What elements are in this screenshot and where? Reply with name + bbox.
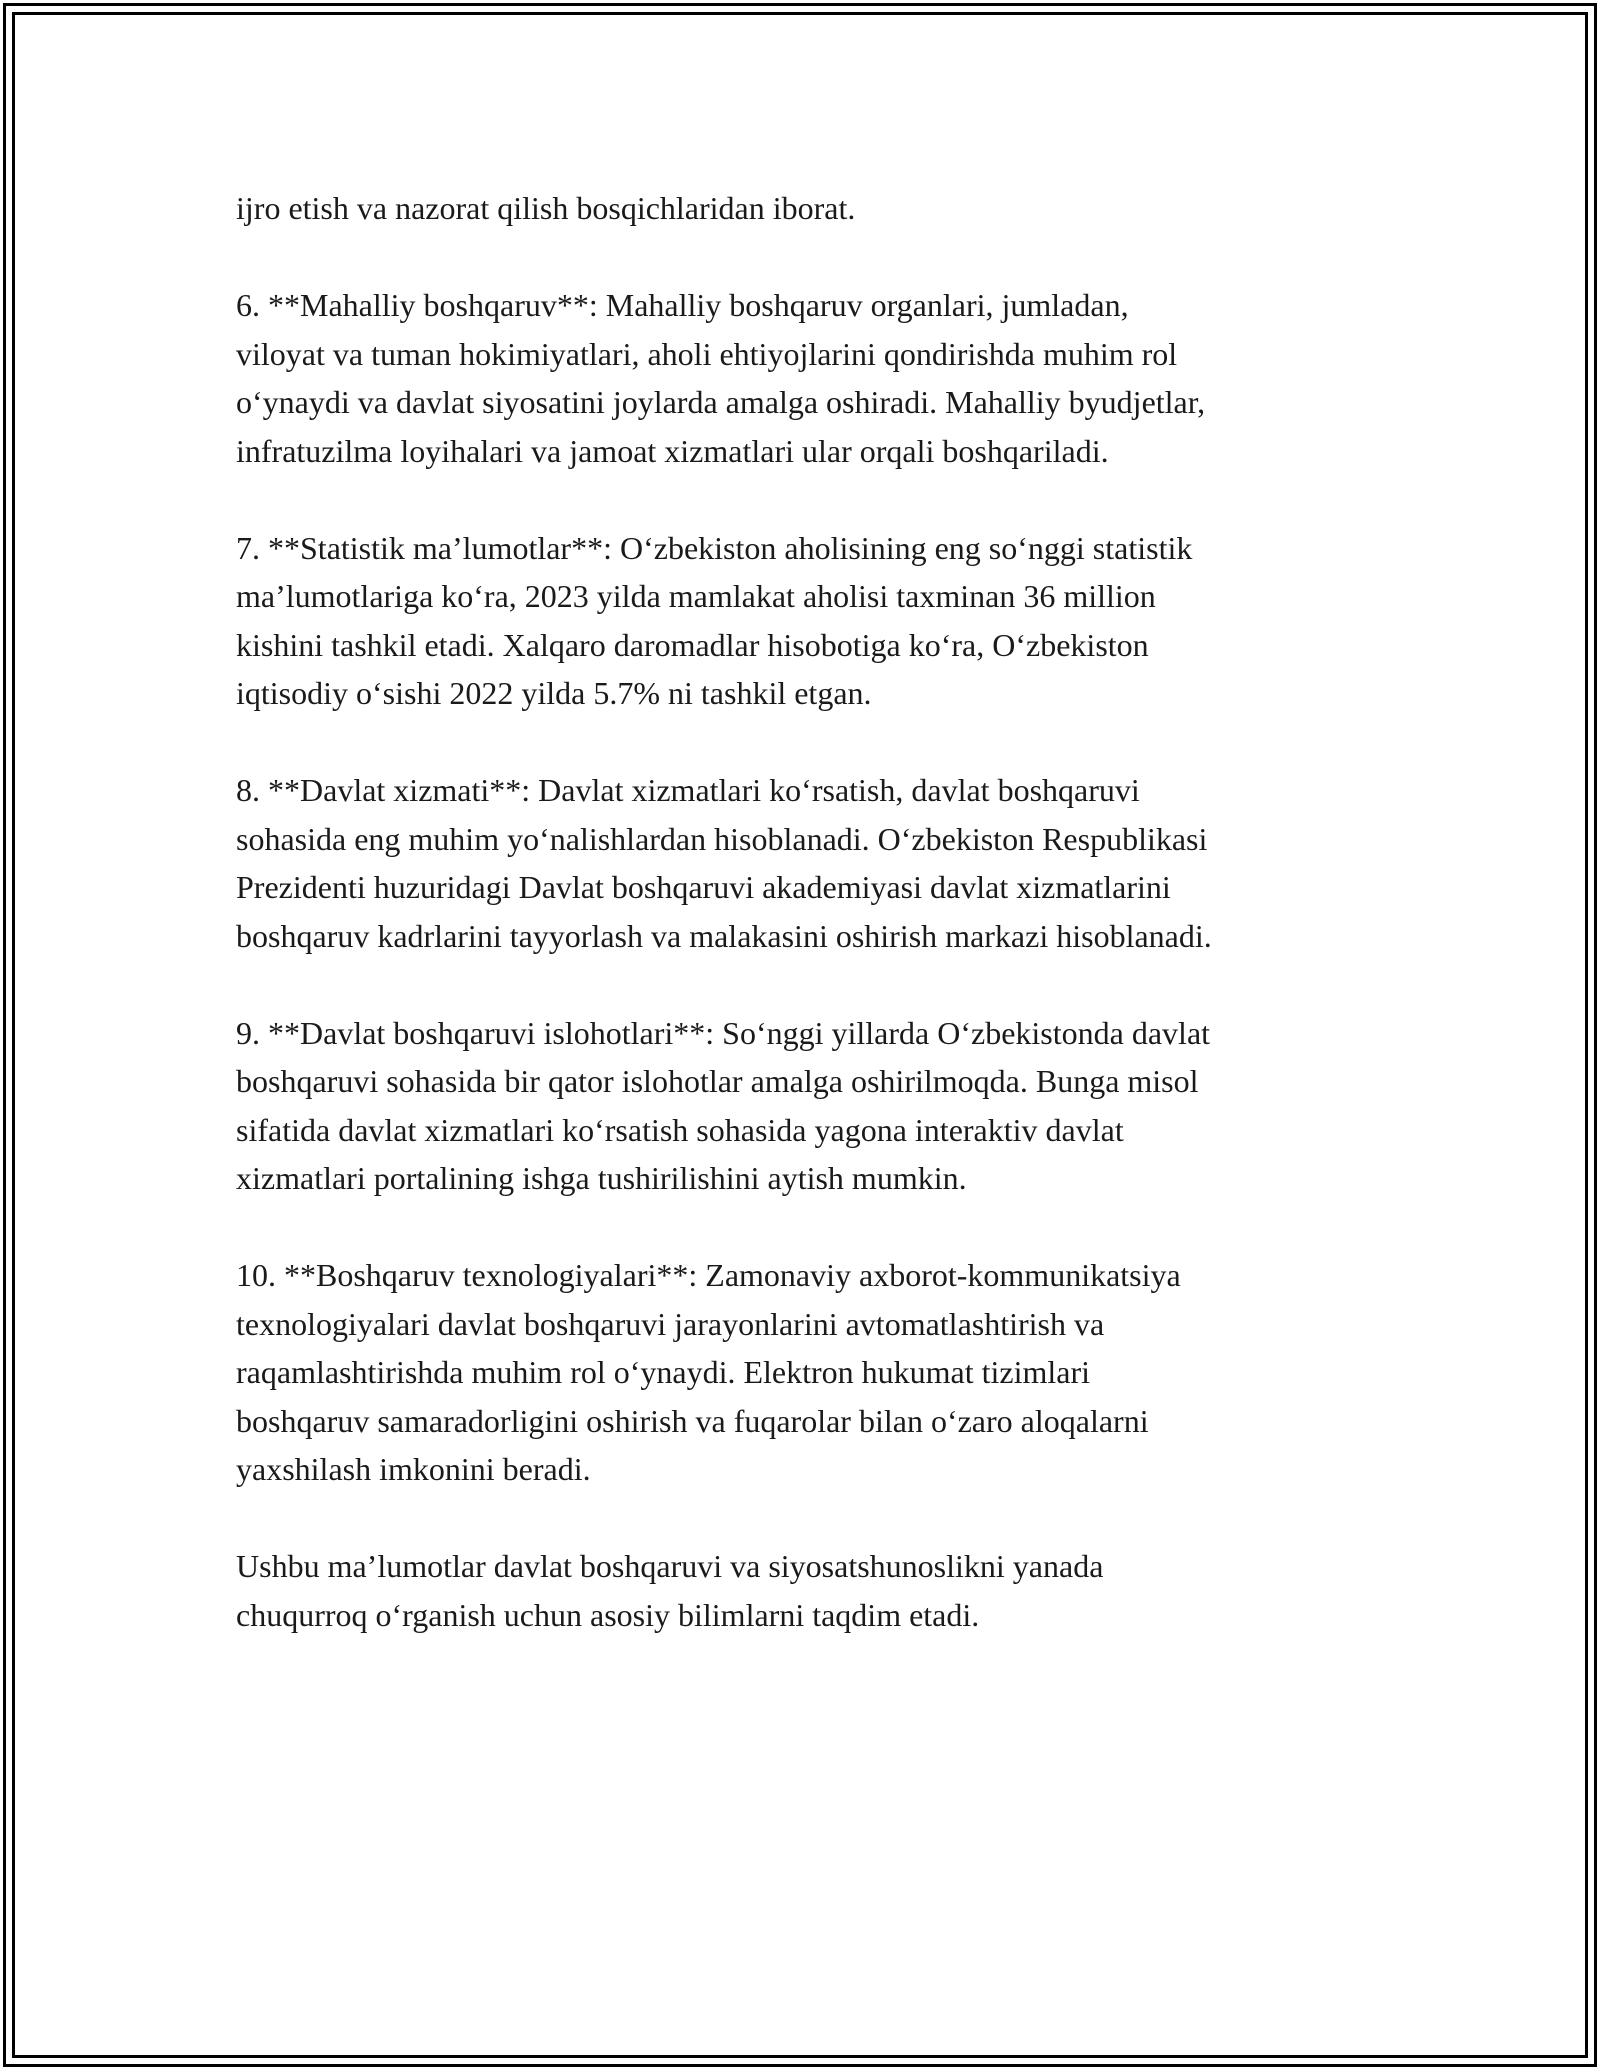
paragraph-item-9: 9. **Davlat boshqaruvi islohotlari**: So‘nggi yillarda O‘zbekistonda davlat boshqaruvi sohasida bir qator islohotlar amalga oshirilmoqda. Bunga misol sifatida davlat xizmatlari ko‘rsatish sohasida yagona interaktiv davlat xizmatlari portalining ishga tushirilishini aytish mumkin. bbox=[236, 1014, 1211, 1196]
paragraph-item-8: 8. **Davlat xizmati**: Davlat xizmatlari ko‘rsatish, davlat boshqaruvi sohasida eng muhim yo‘nalishlardan hisoblanadi. O‘zbekiston Respublikasi Prezidenti huzuridagi Davlat boshqaruvi akademiyasi davlat xizmatlarini boshqaruv kadrlarini tayyorlash va malakasini oshirish markazi hisoblanadi. bbox=[236, 772, 1212, 954]
paragraph-item-10: 10. **Boshqaruv texnologiyalari**: Zamonaviy axborot-kommunikatsiya texnologiyalari davlat boshqaruvi jarayonlarini avtomatlashtirish va raqamlashtirishda muhim rol o‘ynaydi. Elektron hukumat tizimlari boshqaruv samaradorligini oshirish va fuqarolar bilan o‘zaro aloqalarni yaxshilash imkonini beradi. bbox=[236, 1257, 1181, 1487]
paragraph-conclusion: Ushbu ma’lumotlar davlat boshqaruvi va siyosatshunoslikni yanada chuqurroq o‘rganish uchun asosiy bilimlarni taqdim etadi. bbox=[236, 1548, 1104, 1633]
paragraph-item-7: 7. **Statistik ma’lumotlar**: O‘zbekiston aholisining eng so‘nggi statistik ma’lumotlariga ko‘ra, 2023 yilda mamlakat aholisi taxminan 36 million kishini tashkil etadi. Xalqaro daromadlar hisobotiga ko‘ra, O‘zbekiston iqtisodiy o‘sishi 2022 yilda 5.7% ni tashkil etgan. bbox=[236, 529, 1193, 711]
paragraph-continuation: ijro etish va nazorat qilish bosqichlaridan iborat. bbox=[236, 190, 856, 226]
paragraph-item-6: 6. **Mahalliy boshqaruv**: Mahalliy boshqaruv organlari, jumladan, viloyat va tuman hokimiyatlari, aholi ehtiyojlarini qondirishda muhim rol o‘ynaydi va davlat siyosatini joylarda amalga oshiradi. Mahalliy byudjetlar, infratuzilma loyihalari va jamoat xizmatlari ular orqali boshqariladi. bbox=[236, 287, 1206, 469]
document-body bbox=[236, 184, 1386, 1688]
